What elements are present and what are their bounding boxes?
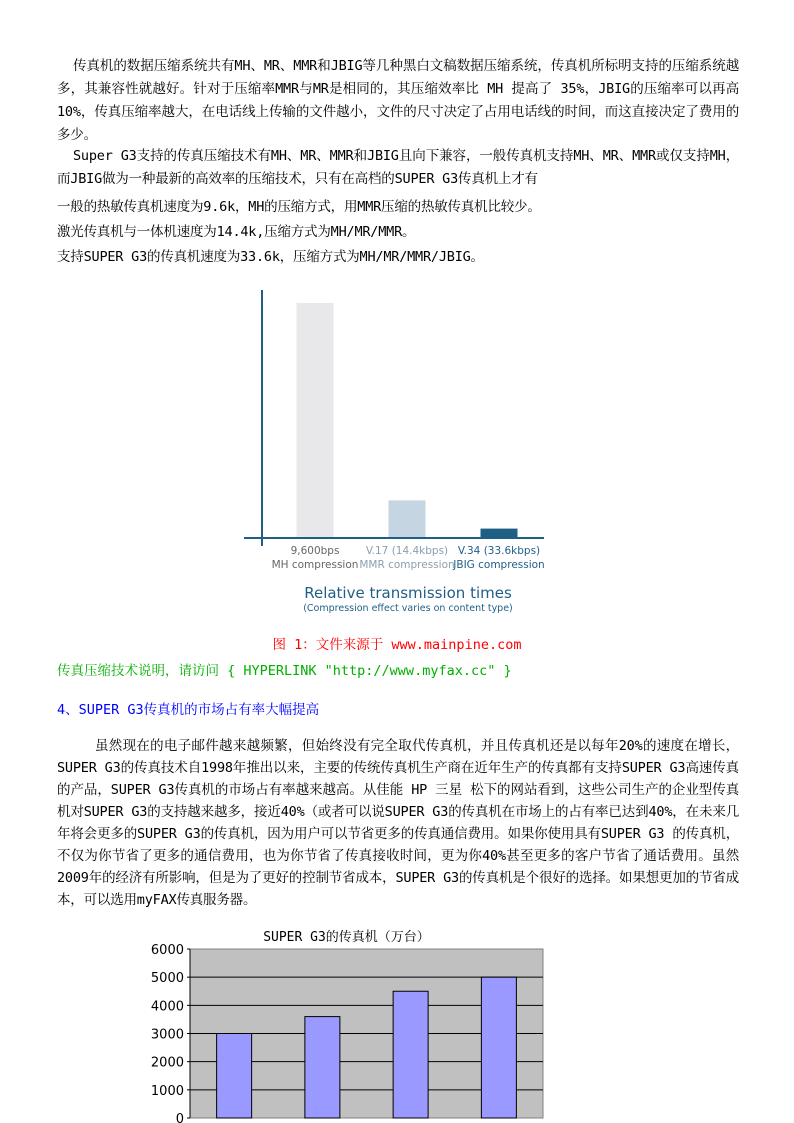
- bar-1: [217, 1034, 252, 1119]
- bar-mmr: [389, 500, 426, 538]
- super-g3-units-chart: [137, 923, 557, 1123]
- line-super-g3-fax: 支持SUPER G3的传真机速度为33.6k，压缩方式为MH/MR/MMR/JBIG。: [57, 249, 484, 265]
- section-heading: 4、SUPER G3传真机的市场占有率大幅提高: [57, 702, 320, 718]
- x-tick-speed: V.34 (33.6kbps): [457, 545, 541, 557]
- bar-2: [305, 1017, 340, 1118]
- paragraph-compression-intro: 传真机的数据压缩系统共有MH、MR、MMR和JBIG等几种黑白文稿数据压缩系统，传真机所标明支持的压缩系统越多，其兼容性就越好。针对于压缩率MMR与MR是相同的，其压缩效率比 MH 提高了 35%，JBIG的压缩率可以再高10%，传真压缩率越大，在电话线上传输的文件越小，文件的尺寸决定了占用电话线的时间，而这直接决定了费用的多少。: [57, 58, 739, 143]
- x-tick-speed: 9,600bps: [290, 545, 340, 557]
- bar-4: [481, 977, 516, 1118]
- line-laser-fax: 激光传真机与一体机速度为14.4k,压缩方式为MH/MR/MMR。: [57, 224, 416, 240]
- y-tick-label: 0: [175, 1112, 184, 1123]
- chart-title: SUPER G3的传真机（万台）: [263, 930, 430, 945]
- paragraph-market-share: 虽然现在的电子邮件越来越频繁，但始终没有完全取代传真机，并且传真机还是以每年20%的速度在增长，SUPER G3的传真技术自1998年推出以来，主要的传统传真机生产商在近年生产的传真都有支持SUPER G3高速传真的产品，SUPER G3传真机的市场占有率越来越高。从佳能 HP 三星 松下的网站看到，这些公司生产的企业型传真机对SUPER G3的支持越来越多，接近40%（或者可以说SUPER G3的传真机在市场上的占有率已达到40%，在未来几年将会更多的SUPER G3的传真机，因为用户可以节省更多的传真通信费用。如果你使用具有SUPER G3 的传真机，不仅为你节省了更多的通信费用，也为你节省了传真接收时间，更为你40%甚至更多的客户节省了通话费用。虽然2009年的经济有所影响，但是为了更好的控制节省成本，SUPER G3的传真机是个很好的选择。如果想更加的节省成本，可以选用myFAX传真服务器。: [57, 738, 739, 908]
- x-tick-method: MMR compression: [359, 559, 455, 571]
- chart-title: Relative transmission times: [304, 584, 512, 602]
- y-tick-label: 5000: [150, 971, 184, 987]
- transmission-times-chart: [240, 285, 560, 625]
- x-tick-method: JBIG compression: [453, 559, 545, 571]
- line-thermal-fax: 一般的热敏传真机速度为9.6k，MH的压缩方式，用MMR压缩的热敏传真机比较少。: [57, 199, 541, 215]
- hyperlink-field[interactable]: 传真压缩技术说明，请访问 { HYPERLINK "http://www.myfax.cc" }: [57, 663, 512, 679]
- y-tick-label: 4000: [150, 999, 184, 1015]
- x-tick-method: MH compression: [271, 559, 359, 571]
- bar-3: [393, 991, 428, 1118]
- y-tick-label: 6000: [150, 943, 184, 958]
- y-tick-label: 1000: [150, 1083, 184, 1099]
- figure-caption: 图 1：文件来源于 www.mainpine.com: [272, 637, 522, 653]
- y-tick-label: 3000: [150, 1027, 184, 1043]
- paragraph-super-g3-support: Super G3支持的传真压缩技术有MH、MR、MMR和JBIG且向下兼容，一般传真机支持MH、MR、MMR或仅支持MH，而JBIG做为一种最新的高效率的压缩技术，只有在高档的SUPER G3传真机上才有: [57, 148, 739, 187]
- chart-subtitle: (Compression effect varies on content type): [303, 603, 513, 614]
- bar-mh: [297, 303, 334, 538]
- x-tick-speed: V.17 (14.4kbps): [365, 545, 449, 557]
- y-tick-label: 2000: [150, 1055, 184, 1071]
- bar-jbig: [481, 529, 518, 538]
